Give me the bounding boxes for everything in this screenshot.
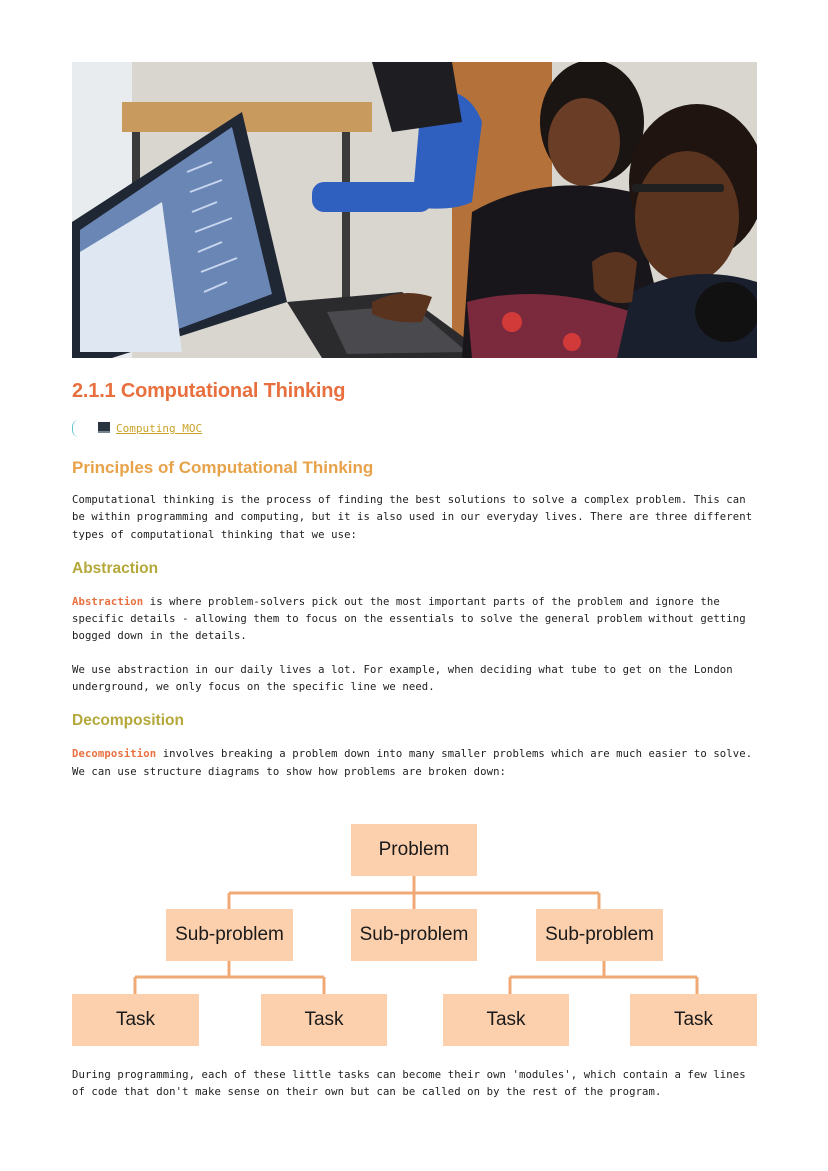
diagram-task-node: Task xyxy=(72,994,199,1046)
diagram-subproblem-node: Sub-problem xyxy=(166,909,293,961)
decomposition-heading: Decomposition xyxy=(72,712,184,730)
abstraction-body: is where problem-solvers pick out the most important parts of the problem and ignore the specific details - allowing them to focus on the essentials to solve the general problem without getting bogged down in the details. xyxy=(72,595,746,643)
diagram-task-node: Task xyxy=(630,994,757,1046)
footer-section xyxy=(72,1067,757,1102)
diagram-task-node: Task xyxy=(261,994,387,1046)
abstraction-heading: Abstraction xyxy=(72,559,159,577)
computer-icon xyxy=(98,422,110,433)
hero-image xyxy=(72,62,757,358)
computing-moc-label: Computing MOC xyxy=(116,422,203,435)
decomposition-paragraph xyxy=(72,746,757,781)
diagram-task-node: Task xyxy=(443,994,569,1046)
hero-photo-illustration xyxy=(72,62,757,358)
diagram-root-node: Problem xyxy=(351,824,477,876)
page-title: 2.1.1 Computational Thinking xyxy=(72,380,346,402)
abstraction-keyword: Abstraction xyxy=(72,595,144,608)
moc-link-row xyxy=(72,420,757,440)
diagram-subproblem-node: Sub-problem xyxy=(536,909,663,961)
computing-moc-link[interactable] xyxy=(98,422,202,435)
structure-diagram xyxy=(72,824,758,1048)
document-page xyxy=(72,62,757,781)
diagram-subproblem-node: Sub-problem xyxy=(351,909,477,961)
principles-intro: Computational thinking is the process of finding the best solutions to solve a complex problem. This can be within programming and computing, but it is also used in our everyday lives. There are three different types of computational thinking that we use: xyxy=(72,494,753,541)
decomposition-body: involves breaking a problem down into many smaller problems which are much easier to solve. We can use structure diagrams to show how problems are broken down: xyxy=(72,748,753,778)
principles-heading: Principles of Computational Thinking xyxy=(72,458,374,477)
abstraction-paragraph xyxy=(72,594,757,646)
decomposition-keyword: Decomposition xyxy=(72,748,157,761)
modules-paragraph: During programming, each of these little tasks can become their own 'modules', which contain a few lines of code that don't make sense on their own but can be called on by the rest of the program. xyxy=(72,1069,746,1099)
callout-bracket xyxy=(72,420,79,437)
abstraction-example: We use abstraction in our daily lives a lot. For example, when deciding what tube to get on the London underground, we only focus on the specific line we need. xyxy=(72,663,733,694)
